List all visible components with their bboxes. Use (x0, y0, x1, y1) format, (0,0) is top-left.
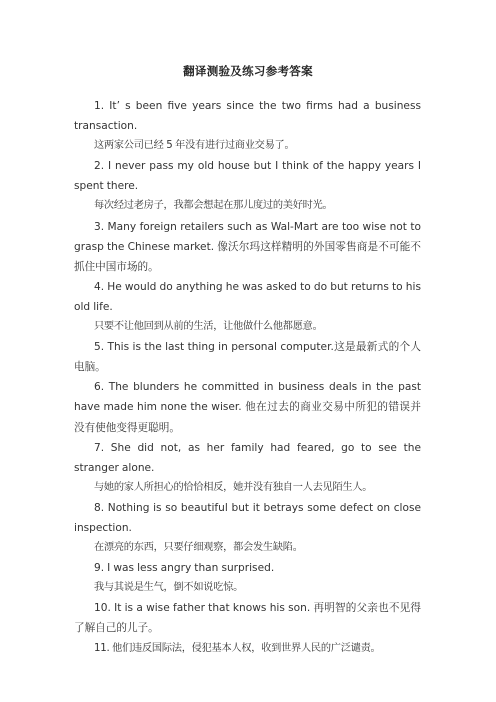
document-title: 翻译测验及练习参考答案 (183, 64, 313, 78)
answer-8-english: 8. Nothing is so beautiful but it betrays some defect on close inspection. (74, 501, 421, 534)
answer-4-english: 4. He would do anything he was asked to do but returns to his old life. (74, 280, 421, 313)
answer-7-chinese: 与她的家人所担心的恰恰相反，她并没有独自一人去见陌生人。 (94, 481, 373, 493)
answer-1-chinese: 这两家公司已经 5 年没有进行过商业交易了。 (94, 140, 295, 152)
answer-9-english: 9. I was less angry than surprised. (94, 562, 275, 575)
answer-3-paragraph: 3. Many foreign retailers such as Wal-Mart are too wise not to grasp the Chinese market. 像沃尔玛这样精明的外国零售商是不可能不抓住中国市场的。 (74, 220, 421, 273)
answer-4-chinese: 只要不让他回到从前的生活，让他做什么他都愿意。 (94, 321, 323, 333)
answer-6-paragraph: 6. The blunders he committed in business deals in the past have made him none the wiser. 他在过去的商业交易中所犯的错误并没有使他变得更聪明。 (74, 381, 421, 434)
answer-2-chinese: 每次经过老房子，我都会想起在那儿度过的美好时光。 (94, 200, 333, 212)
answer-2-english: 2. I never pass my old house but I think of the happy years I spent there. (74, 160, 421, 193)
answer-8-chinese: 在漂亮的东西，只要仔细观察，都会发生缺陷。 (94, 542, 303, 554)
answer-10-paragraph: 10. It is a wise father that knows his son. 再明智的父亲也不见得了解自己的儿子。 (74, 602, 421, 635)
answer-1-english: 1. It’ s been five years since the two firms had a business transaction. (74, 100, 421, 133)
answer-9-chinese: 我与其说是生气，倒不如说吃惊。 (94, 582, 244, 594)
answer-5-paragraph: 5. This is the last thing in personal computer.这是最新式的个人电脑。 (74, 341, 421, 374)
answer-11-paragraph: 11. 他们违反国际法，侵犯基本人权，收到世界人民的广泛谴责。 (94, 642, 381, 654)
document-body (74, 96, 421, 659)
answer-7-english: 7. She did not, as her family had feared, go to see the stranger alone. (74, 441, 421, 474)
